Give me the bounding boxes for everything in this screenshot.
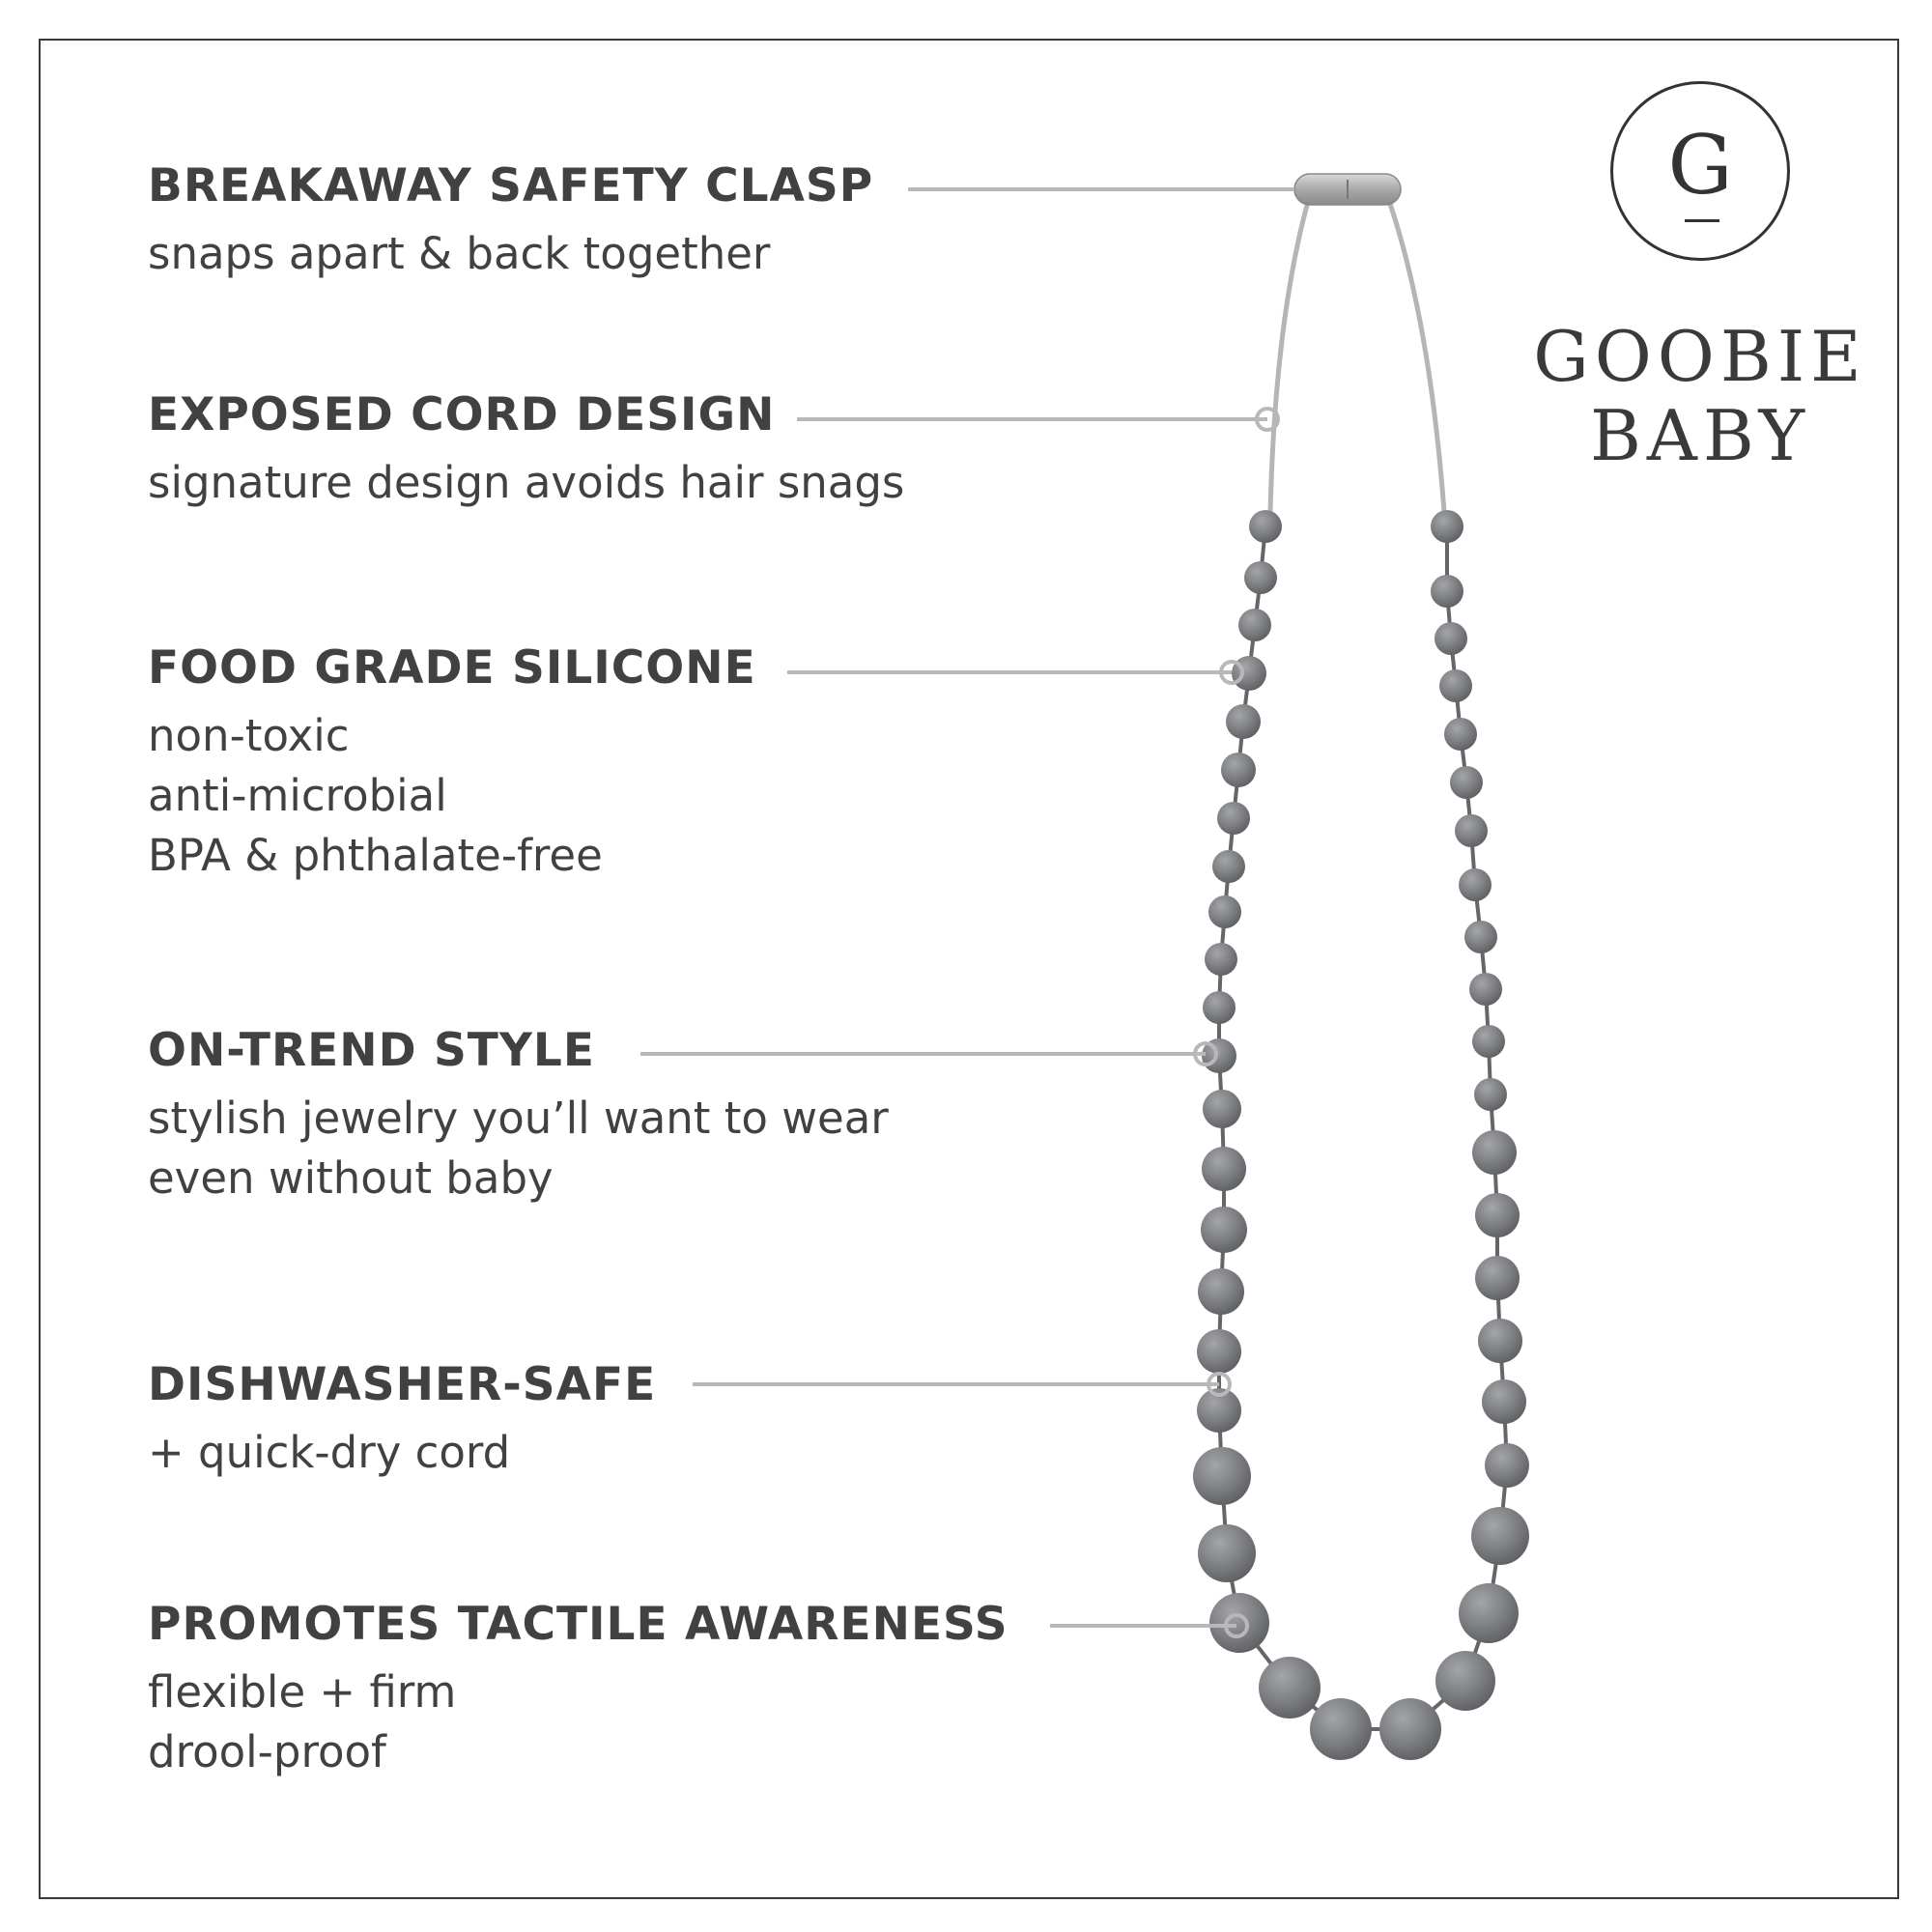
bead <box>1249 510 1282 543</box>
bead <box>1472 1130 1517 1175</box>
bead <box>1379 1698 1441 1760</box>
feature-line: non-toxic <box>148 710 350 761</box>
bead <box>1435 622 1467 655</box>
feature-line: BPA & phthalate-free <box>148 830 603 881</box>
bead <box>1475 1256 1520 1300</box>
bead <box>1202 1147 1246 1191</box>
bead <box>1217 802 1250 835</box>
bead <box>1444 718 1477 751</box>
feature-food-grade-silicone <box>148 641 756 886</box>
cord-left-strand <box>1270 198 1309 512</box>
bead <box>1244 561 1277 594</box>
feature-line: snaps apart & back together <box>148 228 771 279</box>
bead <box>1197 1329 1241 1374</box>
bead <box>1450 766 1483 799</box>
bead <box>1474 1078 1507 1111</box>
feature-title: EXPOSED CORD DESIGN <box>148 388 776 441</box>
bead <box>1212 850 1245 883</box>
bead <box>1435 1651 1495 1711</box>
bead <box>1459 1583 1519 1643</box>
bead <box>1205 943 1237 976</box>
bead <box>1201 1207 1247 1253</box>
bead <box>1472 1025 1505 1058</box>
bead <box>1208 895 1241 928</box>
feature-line: stylish jewelry you’ll want to wear <box>148 1093 889 1144</box>
feature-title: FOOD GRADE SILICONE <box>148 641 756 695</box>
cord-right-strand <box>1388 198 1444 512</box>
feature-line: even without baby <box>148 1152 554 1204</box>
safety-clasp <box>1294 174 1401 205</box>
feature-title: DISHWASHER-SAFE <box>148 1358 657 1411</box>
bead <box>1478 1319 1522 1363</box>
bead <box>1221 753 1256 787</box>
feature-line: flexible + firm <box>148 1666 457 1718</box>
bead <box>1310 1698 1372 1760</box>
feature-line: anti-microbial <box>148 770 447 821</box>
feature-dishwasher-safe <box>148 1358 656 1483</box>
feature-line: signature design avoids hair snags <box>148 457 905 508</box>
bead <box>1198 1268 1244 1315</box>
feature-line: + quick-dry cord <box>148 1427 511 1478</box>
brand-logo-icon <box>1610 81 1790 261</box>
bead <box>1198 1524 1256 1582</box>
bead <box>1439 669 1472 702</box>
bead <box>1431 575 1463 608</box>
bead <box>1469 973 1502 1006</box>
feature-line: drool-proof <box>148 1726 386 1777</box>
bead <box>1226 704 1261 739</box>
bead <box>1209 1593 1269 1653</box>
bead <box>1431 510 1463 543</box>
feature-title: ON-TREND STYLE <box>148 1024 595 1077</box>
brand-line-1: GOOBIE <box>1533 316 1867 397</box>
feature-title: BREAKAWAY SAFETY CLASP <box>148 159 874 213</box>
brand-line-2: BABY <box>1589 395 1811 476</box>
bead <box>1464 921 1497 953</box>
bead <box>1238 609 1271 641</box>
logo-letter: G <box>1667 118 1733 213</box>
bead <box>1475 1193 1520 1237</box>
bead <box>1203 991 1236 1024</box>
bead <box>1203 1090 1241 1128</box>
bead <box>1485 1443 1529 1488</box>
bead <box>1482 1379 1526 1424</box>
feature-tactile-awareness <box>148 1598 1009 1782</box>
bead <box>1459 868 1492 901</box>
bead <box>1259 1657 1321 1719</box>
bead <box>1455 814 1488 847</box>
bead-cord <box>1219 526 1507 1729</box>
feature-safety-clasp <box>148 159 873 284</box>
bead <box>1471 1507 1529 1565</box>
brand-name <box>1507 317 1893 475</box>
bead <box>1193 1447 1251 1505</box>
feature-on-trend-style <box>148 1024 889 1208</box>
logo-underline <box>1685 219 1719 222</box>
necklace-beads <box>1193 510 1529 1760</box>
feature-exposed-cord <box>148 388 904 513</box>
feature-title: PROMOTES TACTILE AWARENESS <box>148 1598 1009 1651</box>
